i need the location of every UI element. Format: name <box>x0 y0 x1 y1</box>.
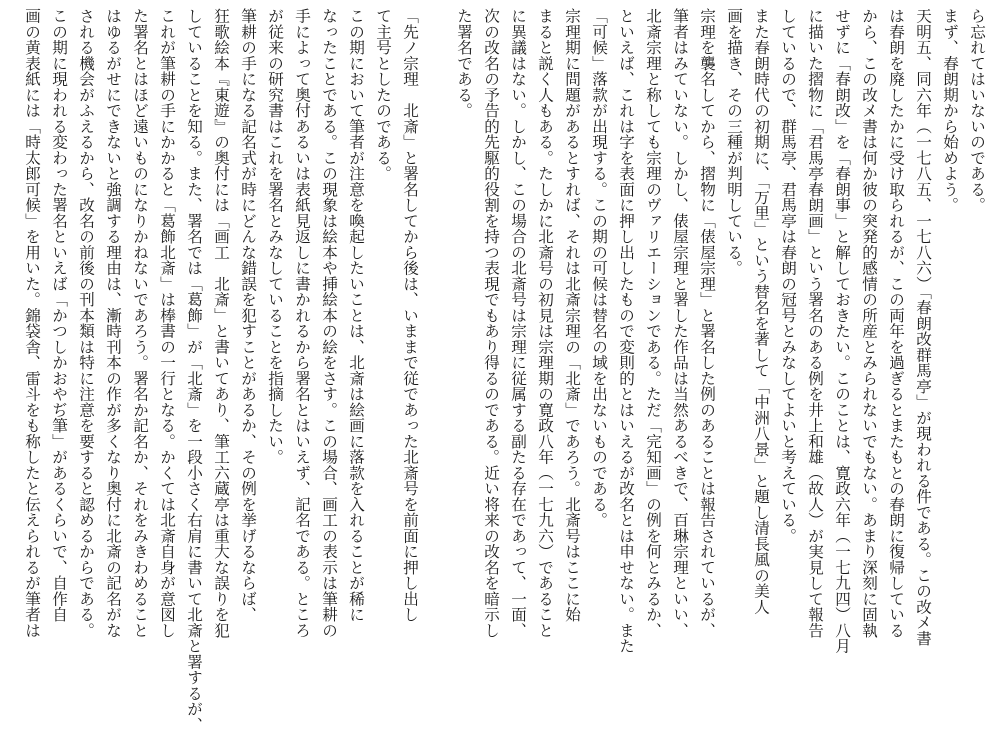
text-column: に異議はない。しかし、この場合の北斎号は宗理に従属する副たる存在であって、一面、 <box>509 8 527 638</box>
text-column: 「先ノ宗理 北斎」と署名してから後は、いままで従であった北斎号を前面に押し出し <box>401 8 419 623</box>
text-column: 狂歌絵本『東遊』の奥付には「画工 北斎」と書いてあり、筆工六蔵亭は重大な誤りを犯 <box>212 8 230 638</box>
text-column: て主号としたのである。 <box>374 8 392 182</box>
text-column: 北斎宗理と称しても宗理のヴァリエーションである。ただ「完知画」の例を何とみるか、 <box>644 8 662 638</box>
text-column: また春朗時代の初期に、「万里」という替名を著して「中洲八景」と題し清長風の美人 <box>752 8 770 615</box>
text-column: た署名である。 <box>455 8 473 119</box>
text-column: しているので、群馬亭、君馬亭は春朗の冠号とみなしてよいと考えている。 <box>779 8 797 544</box>
text-column: 天明五、同六年（一七八五、一七八六）「春朗改群馬亭」が現われる件である。この改メ書 <box>914 8 932 646</box>
text-column: は春朗を廃したかに受け取られるが、この両年を過ぎるとまたもとの春朗に復帰している <box>887 8 905 638</box>
text-column: 「可候」落款が出現する。この期の可候は替名の域を出ないものである。 <box>590 8 608 528</box>
text-column: 手によって奥付あるいは表紙見返しに書かれるから署名とはいえず、記名である。ところ <box>293 8 311 638</box>
text-column: といえば、これは字を表面に押し出したもので変則的とはいえるが改名とは申せない。また <box>617 8 635 654</box>
text-column: なったことである。この現象は絵本や挿絵本の絵をさす。この場合、画工の表示は筆耕の <box>320 8 338 638</box>
text-column: 筆者はみていない。しかし、俵屋宗理と署した作品は当然あるべきで、百琳宗理といい、 <box>671 8 689 638</box>
text-column: この期に現われる変わった署名といえば「かつしかおやぢ筆」があるくらいで、自作自 <box>50 8 68 623</box>
text-column: これが筆耕の手にかかると「葛飾北斎」は棒書の一行となる。かくては北斎自身が意図し <box>158 8 176 638</box>
text-column: が従来の研究書はこれを署名とみなしていることを指摘したい。 <box>266 8 284 465</box>
text-column: 宗理を襲名してから、摺物に「俵屋宗理」と署名した例のあることは報告されているが、 <box>698 8 716 638</box>
text-column: 画を描き、その三種が判明している。 <box>725 8 743 276</box>
text-column: に描いた摺物に「君馬亭春朗画」という署名のある例を井上和雄（故人）が実見して報告 <box>806 8 824 638</box>
text-column: まると説く人もある。たしかに北斎号の初見は宗理期の寛政八年（一七九六）であること <box>536 8 554 638</box>
text-column: せずに「春朗改」を「春朗事」と解しておきたい。このことは、寛政六年（一七九四）八月 <box>833 8 851 654</box>
text-column: この期において筆者が注意を喚起したいことは、北斎は絵画に落款を入れることが稀に <box>347 8 365 623</box>
text-column: される機会がふえるから、改名の前後の刊本類は特に注意を要すると認めるからである。 <box>77 8 95 638</box>
text-column: た署名とはほど遠いものになりかねないであろう。署名か記名か、それをみきわめること <box>131 8 149 638</box>
text-column: していることを知る。また、署名では「葛飾」が「北斎」を一段小さく右肩に書いて北斎と署するが、 <box>185 8 203 733</box>
text-column: 画の黄表紙には「時太郎可候」を用いた。錦袋舎、雷斗をも称したと伝えられるが筆者は <box>23 8 41 638</box>
text-column: はゆるがせにできないと強調する理由は、漸時刊本の作が多くなり奥付に北斎の記名がな <box>104 8 122 638</box>
text-column: 宗理期に問題があるとすれば、それは北斎宗理の「北斎」であろう。北斎号はここに始 <box>563 8 581 623</box>
text-column: から、この改メ書は何か彼の突発的感情の所産とみられないでもない。あまり深刻に固執 <box>860 8 878 638</box>
text-column: 次の改名の予告的先駆的役割を持つ表現でもあり得るのである。近い将来の改名を暗示し <box>482 8 500 638</box>
text-column: まず、春朗期から始めよう。 <box>941 8 959 213</box>
text-column: 筆耕の手になる記名式が時にどんな錯誤を犯すことがあるか、その例を挙げるならば、 <box>239 8 257 623</box>
text-column: ら忘れてはいないのである。 <box>968 8 986 213</box>
